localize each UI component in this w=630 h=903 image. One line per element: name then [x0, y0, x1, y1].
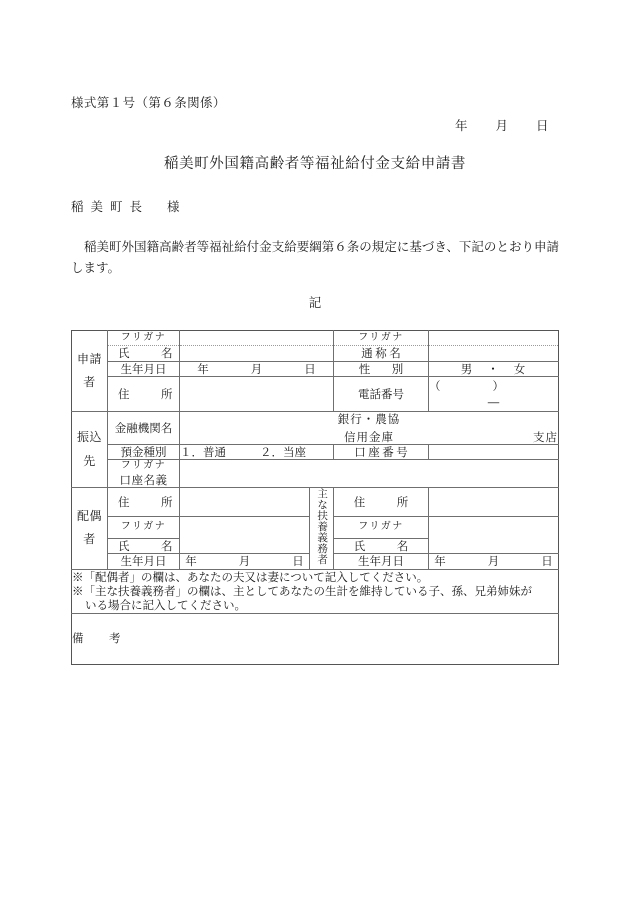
bank-type-line2 — [180, 430, 558, 444]
spouse-birth-day: 日 — [292, 554, 304, 569]
applicant-furigana-value[interactable] — [180, 331, 334, 346]
table-row — [72, 460, 559, 488]
applicant-furigana-label: フリガナ — [108, 331, 180, 346]
spouse-birth-year: 年 — [185, 554, 197, 569]
spouse-name-label: 氏 名 — [108, 538, 180, 553]
note-dependent: ※「主な扶養義務者」の欄は、主としてあなたの生計を維持している子、孫、兄弟姉妹が — [72, 583, 532, 598]
addressee-name: 稲美町長 — [71, 199, 150, 214]
spouse-address-label: 住 所 — [108, 488, 180, 517]
birth-month-label: 月 — [250, 361, 263, 376]
applicant-alias-label: 通称名 — [334, 346, 429, 361]
deposit-option-toza[interactable]: ２．当座 — [260, 444, 306, 459]
date-year-label: 年 — [455, 118, 468, 133]
table-row — [72, 412, 559, 445]
spouse-name-value[interactable] — [180, 517, 310, 554]
tel-paren-open: （ — [429, 379, 441, 394]
document-title: 稲美町外国籍高齢者等福祉給付金支給申請書 — [164, 156, 466, 172]
applicant-sex-label: 性 別 — [334, 361, 429, 376]
dependent-furigana-label: フリガナ — [334, 517, 429, 539]
spouse-furigana-label: フリガナ — [108, 517, 180, 539]
sex-male-option[interactable]: 男 — [460, 361, 474, 376]
account-number-value[interactable] — [429, 444, 559, 459]
deposit-option-futsu[interactable]: １．普通 — [180, 444, 226, 459]
applicant-sex-value[interactable] — [429, 361, 559, 376]
sex-female-option[interactable]: 女 — [513, 361, 527, 376]
applicant-category-cell — [72, 331, 108, 412]
dependent-name-label: 氏 名 — [334, 538, 429, 553]
remarks-label: 備 考 — [72, 631, 128, 646]
applicant-alias-furigana-value[interactable] — [429, 331, 559, 346]
date-line — [455, 116, 549, 134]
spouse-birth-label: 生年月日 — [108, 554, 180, 569]
table-row — [72, 377, 559, 412]
tel-paren-close: ） — [492, 379, 504, 394]
applicant-alias-furigana-label: フリガナ — [334, 331, 429, 346]
dependent-birth-day: 日 — [541, 554, 553, 569]
ki-mark: 記 — [308, 295, 322, 310]
bank-shinkin-label: 信用金庫 — [344, 429, 394, 444]
addressee-honorific: 様 — [167, 199, 180, 214]
account-holder-label-cell — [108, 460, 180, 488]
birth-day-label: 日 — [304, 361, 316, 376]
bank-category-cell — [72, 412, 108, 488]
dependent-birth-month: 月 — [487, 554, 500, 569]
dependent-category-cell — [310, 488, 334, 569]
date-month-label: 月 — [495, 118, 509, 133]
remarks-cell[interactable] — [72, 613, 559, 664]
table-row — [72, 361, 559, 376]
bank-institution-value[interactable] — [180, 412, 559, 445]
dependent-birth-label: 生年月日 — [334, 554, 429, 569]
birth-year-label: 年 — [197, 361, 209, 376]
addressee — [71, 197, 180, 215]
account-holder-furigana-label: フリガナ — [120, 460, 167, 472]
dependent-name-value[interactable] — [429, 517, 559, 554]
sex-separator: ・ — [487, 361, 500, 376]
notes-cell — [72, 569, 559, 613]
table-row — [72, 331, 559, 346]
table-row — [72, 346, 559, 361]
account-holder-value[interactable] — [180, 460, 559, 488]
application-table — [71, 330, 559, 665]
dependent-address-label: 住 所 — [334, 488, 429, 517]
note-spouse: ※「配偶者」の欄は、あなたの夫又は妻について記入してください。 — [72, 569, 429, 584]
applicant-address-label: 住 所 — [108, 377, 180, 412]
applicant-alias-value[interactable] — [429, 346, 559, 361]
dependent-category-label: 主な扶養義務者 — [316, 488, 329, 566]
bank-institution-label: 金融機関名 — [108, 412, 180, 445]
table-row — [72, 613, 559, 664]
applicant-name-label: 氏 名 — [108, 346, 180, 361]
spouse-birth-month: 月 — [238, 554, 251, 569]
body-paragraph: 稲美町外国籍高齢者等福祉給付金支給要綱第６条の規定に基づき、下記のとおり申請します。 — [71, 239, 559, 275]
deposit-type-label: 預金種別 — [108, 444, 180, 459]
spouse-category-cell — [72, 488, 108, 569]
table-row — [72, 569, 559, 613]
tel-parens — [429, 379, 558, 393]
applicant-birth-label: 生年月日 — [108, 361, 180, 376]
table-row — [72, 488, 559, 517]
date-day-label: 日 — [536, 118, 549, 133]
applicant-name-value[interactable] — [180, 346, 334, 361]
bank-category-label: 振込先 — [76, 430, 102, 468]
applicant-address-value[interactable] — [180, 377, 334, 412]
bank-branch-label: 支店 — [533, 429, 558, 444]
note-dependent-continued: いる場合に記入してください。 — [85, 598, 246, 613]
tel-dash: ― — [487, 394, 500, 409]
bank-type-line1: 銀行・農協 — [337, 412, 401, 427]
account-number-label: 口座番号 — [334, 444, 429, 459]
applicant-category-label: 申請者 — [76, 351, 102, 390]
applicant-tel-value[interactable] — [429, 377, 559, 412]
account-holder-name-label: 口座名義 — [119, 472, 168, 487]
spouse-category-label: 配偶者 — [76, 508, 102, 547]
table-row — [72, 444, 559, 459]
form-number: 様式第１号（第６条関係） — [71, 95, 226, 110]
applicant-tel-label: 電話番号 — [334, 377, 429, 412]
applicant-birth-value[interactable] — [180, 361, 334, 376]
spouse-birth-value[interactable] — [180, 554, 310, 569]
spouse-address-value[interactable] — [180, 488, 310, 517]
deposit-type-options[interactable] — [180, 444, 334, 459]
dependent-birth-value[interactable] — [429, 554, 559, 569]
dependent-address-value[interactable] — [429, 488, 559, 517]
dependent-birth-year: 年 — [434, 554, 446, 569]
